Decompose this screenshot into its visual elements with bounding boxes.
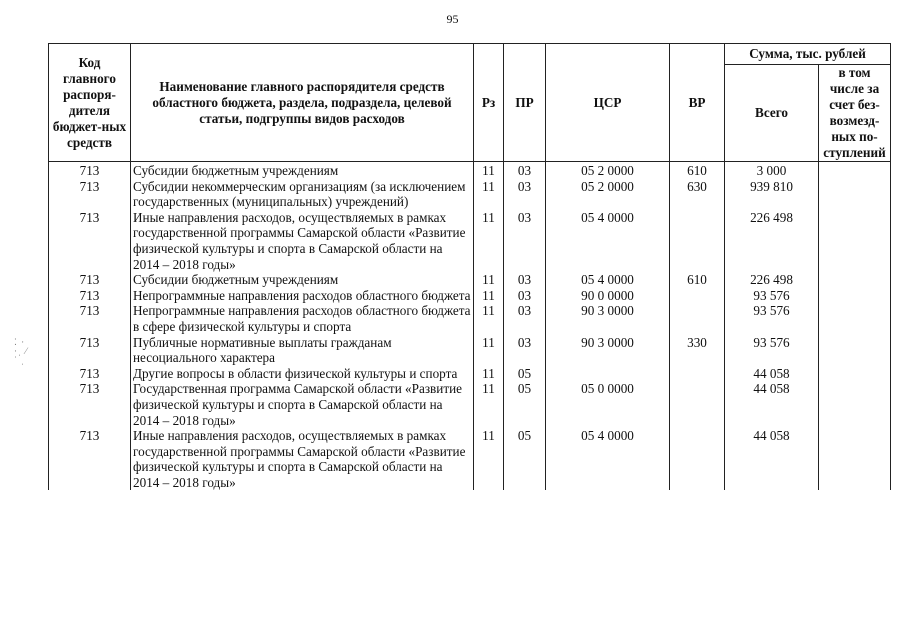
budget-table (48, 43, 891, 490)
cell-total: 93 576 (725, 303, 819, 334)
cell-total: 93 576 (725, 335, 819, 366)
cell-name: Публичные нормативные выплаты гражданам несоциального характера (131, 335, 474, 366)
cell-rz: 11 (474, 303, 504, 334)
cell-code: 713 (49, 162, 131, 179)
table-row (49, 381, 891, 428)
table-row (49, 210, 891, 272)
cell-pr: 03 (504, 303, 546, 334)
cell-code: 713 (49, 303, 131, 334)
cell-pr: 03 (504, 272, 546, 288)
cell-rz: 11 (474, 366, 504, 382)
cell-rz: 11 (474, 179, 504, 210)
cell-code: 713 (49, 210, 131, 272)
cell-name: Субсидии бюджетным учреждениям (131, 162, 474, 179)
cell-csr (546, 366, 670, 382)
header-vr: ВР (670, 44, 725, 162)
cell-pr: 05 (504, 381, 546, 428)
table-row (49, 366, 891, 382)
cell-csr: 90 0 0000 (546, 288, 670, 304)
cell-vr: 330 (670, 335, 725, 366)
cell-pr: 03 (504, 288, 546, 304)
header-name: Наименование главного распорядителя средств областного бюджета, раздела, подраздела, целевой статьи, подгруппы видов расходов (131, 44, 474, 162)
cell-grants (819, 303, 891, 334)
header-csr: ЦСР (546, 44, 670, 162)
cell-pr: 03 (504, 179, 546, 210)
cell-csr: 05 4 0000 (546, 272, 670, 288)
cell-vr: 610 (670, 272, 725, 288)
cell-grants (819, 428, 891, 490)
cell-total: 93 576 (725, 288, 819, 304)
cell-total: 44 058 (725, 381, 819, 428)
table-row (49, 288, 891, 304)
cell-grants (819, 381, 891, 428)
cell-pr: 03 (504, 210, 546, 272)
scan-artifact-marks: ⁚ · ·ˌ ⁄ ˙ ˌ (14, 337, 28, 365)
cell-rz: 11 (474, 162, 504, 179)
table-row (49, 335, 891, 366)
cell-vr: 610 (670, 162, 725, 179)
header-total: Всего (725, 65, 819, 162)
cell-csr: 05 4 0000 (546, 210, 670, 272)
header-pr: ПР (504, 44, 546, 162)
cell-total: 226 498 (725, 272, 819, 288)
cell-name: Иные направления расходов, осуществляемых в рамках государственной программы Самарской области «Развитие физической культуры и спорта в Самарской области на 2014 – 2018 годы» (131, 428, 474, 490)
cell-name: Субсидии бюджетным учреждениям (131, 272, 474, 288)
cell-vr (670, 381, 725, 428)
table-row (49, 162, 891, 179)
cell-code: 713 (49, 335, 131, 366)
table-row (49, 428, 891, 490)
cell-pr: 03 (504, 162, 546, 179)
cell-rz: 11 (474, 428, 504, 490)
table-body (49, 162, 891, 491)
cell-total: 939 810 (725, 179, 819, 210)
cell-rz: 11 (474, 288, 504, 304)
cell-total: 44 058 (725, 428, 819, 490)
cell-vr (670, 288, 725, 304)
cell-pr: 05 (504, 428, 546, 490)
header-code: Код главного распоря-дителя бюджет-ных средств (49, 44, 131, 162)
cell-pr: 05 (504, 366, 546, 382)
cell-code: 713 (49, 272, 131, 288)
cell-csr: 05 0 0000 (546, 381, 670, 428)
cell-grants (819, 179, 891, 210)
cell-name: Государственная программа Самарской области «Развитие физической культуры и спорта в Самарской области на 2014 – 2018 годы» (131, 381, 474, 428)
cell-csr: 90 3 0000 (546, 303, 670, 334)
cell-vr (670, 366, 725, 382)
cell-code: 713 (49, 366, 131, 382)
cell-rz: 11 (474, 381, 504, 428)
cell-csr: 05 2 0000 (546, 179, 670, 210)
cell-grants (819, 335, 891, 366)
cell-csr: 05 4 0000 (546, 428, 670, 490)
cell-name: Непрограммные направления расходов областного бюджета (131, 288, 474, 304)
header-sum-group: Сумма, тыс. рублей (725, 44, 891, 65)
cell-grants (819, 366, 891, 382)
cell-grants (819, 210, 891, 272)
cell-csr: 90 3 0000 (546, 335, 670, 366)
cell-grants (819, 162, 891, 179)
cell-rz: 11 (474, 335, 504, 366)
table-row (49, 303, 891, 334)
cell-vr: 630 (670, 179, 725, 210)
cell-csr: 05 2 0000 (546, 162, 670, 179)
page-number: 95 (446, 12, 459, 26)
cell-grants (819, 288, 891, 304)
header-grants: в том числе за счет без-возмезд-ных по-ступлений (819, 65, 891, 162)
cell-name: Непрограммные направления расходов областного бюджета в сфере физической культуры и спорта (131, 303, 474, 334)
cell-vr (670, 428, 725, 490)
table-header (49, 44, 891, 162)
cell-name: Другие вопросы в области физической культуры и спорта (131, 366, 474, 382)
header-rz: Рз (474, 44, 504, 162)
cell-vr (670, 303, 725, 334)
cell-code: 713 (49, 381, 131, 428)
cell-total: 44 058 (725, 366, 819, 382)
cell-grants (819, 272, 891, 288)
cell-name: Иные направления расходов, осуществляемых в рамках государственной программы Самарской области «Развитие физической культуры и спорта в Самарской области на 2014 – 2018 годы» (131, 210, 474, 272)
table-row (49, 272, 891, 288)
cell-rz: 11 (474, 272, 504, 288)
cell-code: 713 (49, 428, 131, 490)
cell-total: 3 000 (725, 162, 819, 179)
cell-total: 226 498 (725, 210, 819, 272)
cell-name: Субсидии некоммерческим организациям (за исключением государственных (муниципальных) учреждений) (131, 179, 474, 210)
cell-vr (670, 210, 725, 272)
cell-pr: 03 (504, 335, 546, 366)
cell-rz: 11 (474, 210, 504, 272)
cell-code: 713 (49, 179, 131, 210)
cell-code: 713 (49, 288, 131, 304)
table-row (49, 179, 891, 210)
